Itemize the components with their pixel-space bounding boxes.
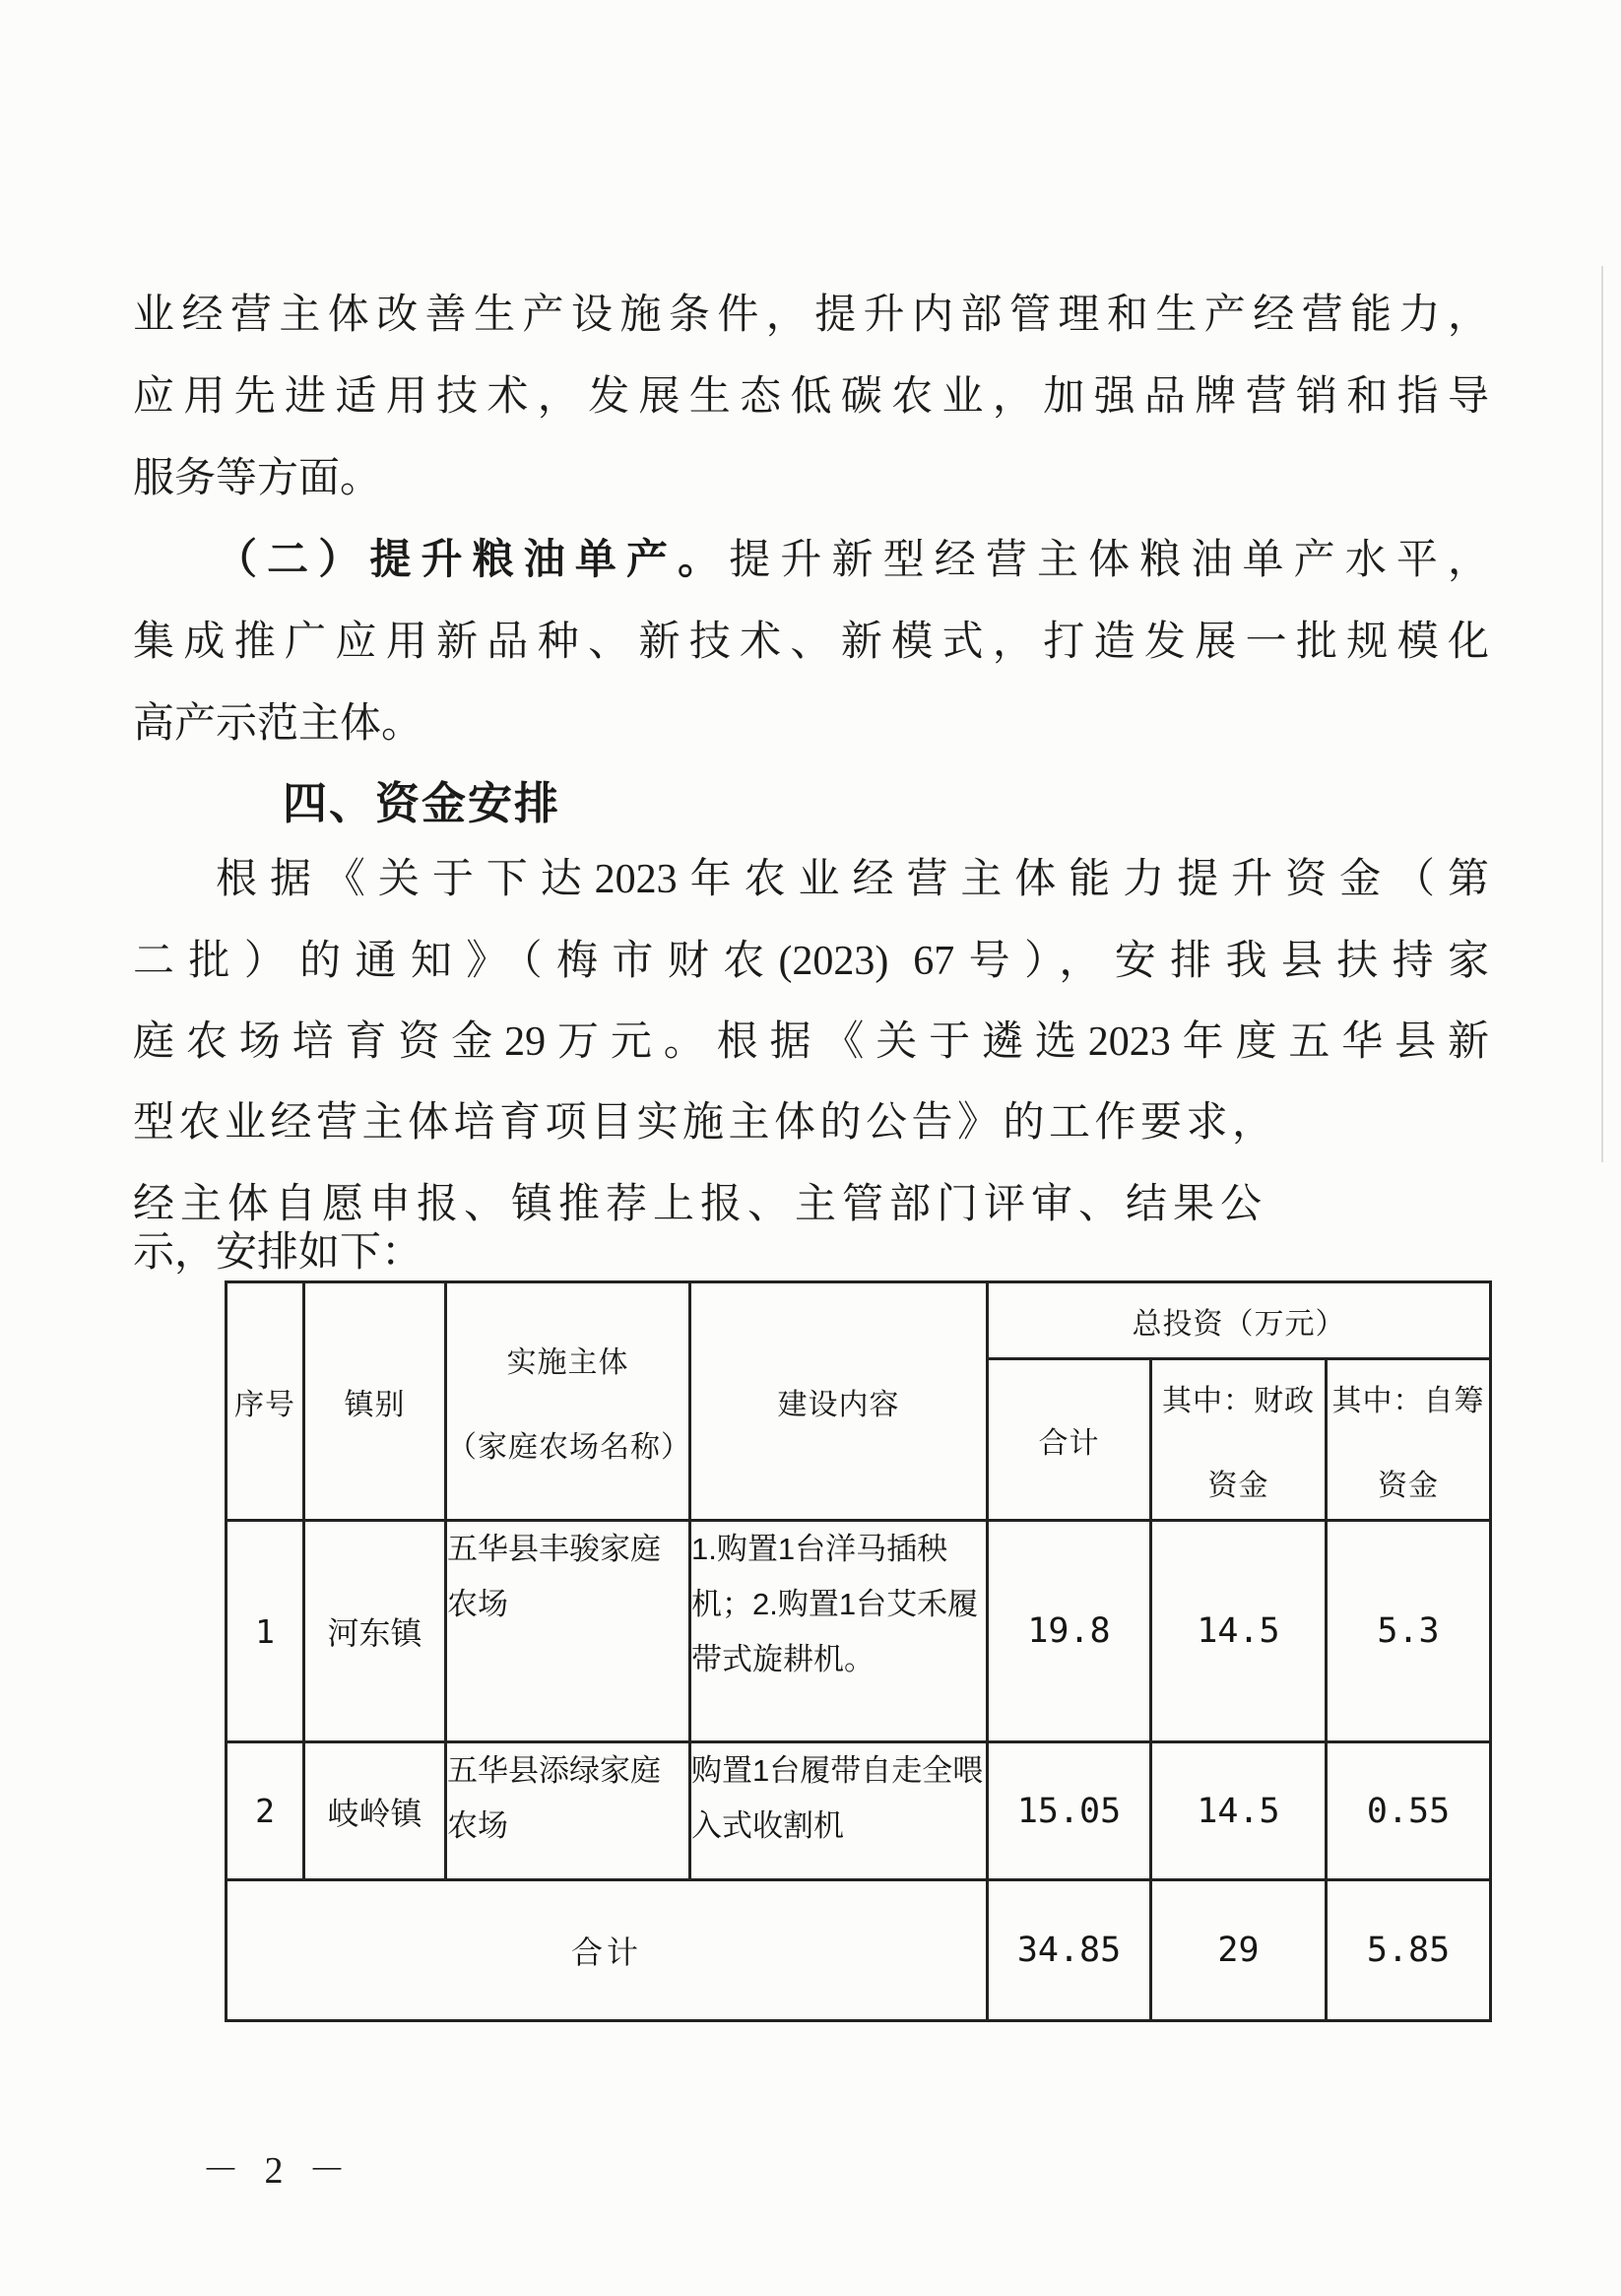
col-header-entity (446, 1282, 690, 1521)
cell-self: 5.3 (1327, 1521, 1491, 1742)
cell-entity: 五华县丰骏家庭农场 (446, 1521, 690, 1742)
scan-edge-artifact (1601, 266, 1603, 1162)
table-row (227, 1742, 1491, 1880)
entity-header-line1: 实施主体 (506, 1345, 629, 1379)
content-item: 购置1台履带自走全喂入式收割机 (691, 1753, 984, 1843)
self-header-line2: 资金 (1378, 1469, 1439, 1502)
col-header-self (1327, 1359, 1491, 1521)
cell-seq: 2 (227, 1742, 304, 1880)
body-text: 提升新型经营主体粮油单产水平， (729, 538, 1489, 583)
body-line (133, 534, 1489, 587)
col-header-fiscal (1151, 1359, 1327, 1521)
body-line: 经主体自愿申报、镇推荐上报、主管部门评审、结果公 (133, 1182, 1268, 1227)
content-item: 2.购置1台艾禾履带式旋耕机。 (691, 1587, 979, 1676)
cell-fiscal: 29 (1151, 1880, 1327, 2021)
body-line: 二批）的通知》（梅市财农(2023) 67号），安排我县扶持家 (133, 939, 1489, 984)
col-header-total: 合计 (988, 1359, 1151, 1521)
cell-self: 5.85 (1327, 1880, 1491, 2021)
col-header-town: 镇别 (304, 1282, 446, 1521)
body-line: 型农业经营主体培育项目实施主体的公告》的工作要求， (133, 1100, 1278, 1146)
section-heading: 四、资金安排 (283, 778, 561, 828)
self-header-line1: 其中：自筹 (1331, 1384, 1485, 1417)
funding-table (225, 1280, 1492, 2022)
fiscal-header-line2: 资金 (1207, 1469, 1269, 1502)
cell-total: 15.05 (988, 1742, 1151, 1880)
content-item: 1.购置1台洋马插秧机； (691, 1532, 948, 1621)
cell-self: 0.55 (1327, 1742, 1491, 1880)
cell-fiscal: 14.5 (1151, 1521, 1327, 1742)
body-line: 业经营主体改善生产设施条件，提升内部管理和生产经营能力， (133, 293, 1489, 338)
cell-content (690, 1742, 988, 1880)
page-number: － 2 － (202, 2150, 355, 2192)
cell-town: 河东镇 (304, 1521, 446, 1742)
body-line: 服务等方面。 (133, 456, 382, 501)
total-row-label: 合计 (227, 1880, 988, 2021)
fiscal-header-line1: 其中：财政 (1162, 1384, 1315, 1417)
table-row (227, 1521, 1491, 1742)
entity-header-line2: （家庭农场名称） (447, 1430, 691, 1464)
col-header-seq: 序号 (227, 1282, 304, 1521)
cell-entity: 五华县添绿家庭农场 (446, 1742, 690, 1880)
cell-town: 岐岭镇 (304, 1742, 446, 1880)
body-line: 根据《关于下达2023年农业经营主体能力提升资金（第 (216, 857, 1489, 902)
cell-fiscal: 14.5 (1151, 1742, 1327, 1880)
body-line: 应用先进适用技术，发展生态低碳农业，加强品牌营销和指导 (133, 374, 1489, 420)
subsection-lead: （二）提升粮油单产。 (216, 538, 730, 583)
body-line: 示，安排如下： (133, 1230, 423, 1276)
body-line: 高产示范主体。 (133, 701, 423, 747)
body-line: 集成推广应用新品种、新技术、新模式，打造发展一批规模化 (133, 620, 1489, 665)
table-total-row (227, 1880, 1491, 2021)
cell-total: 34.85 (988, 1880, 1151, 2021)
cell-seq: 1 (227, 1521, 304, 1742)
cell-total: 19.8 (988, 1521, 1151, 1742)
col-header-investment-group: 总投资（万元） (988, 1282, 1491, 1359)
col-header-content: 建设内容 (690, 1282, 988, 1521)
cell-content (690, 1521, 988, 1742)
body-line: 庭农场培育资金29万元。根据《关于遴选2023年度五华县新 (133, 1019, 1489, 1065)
